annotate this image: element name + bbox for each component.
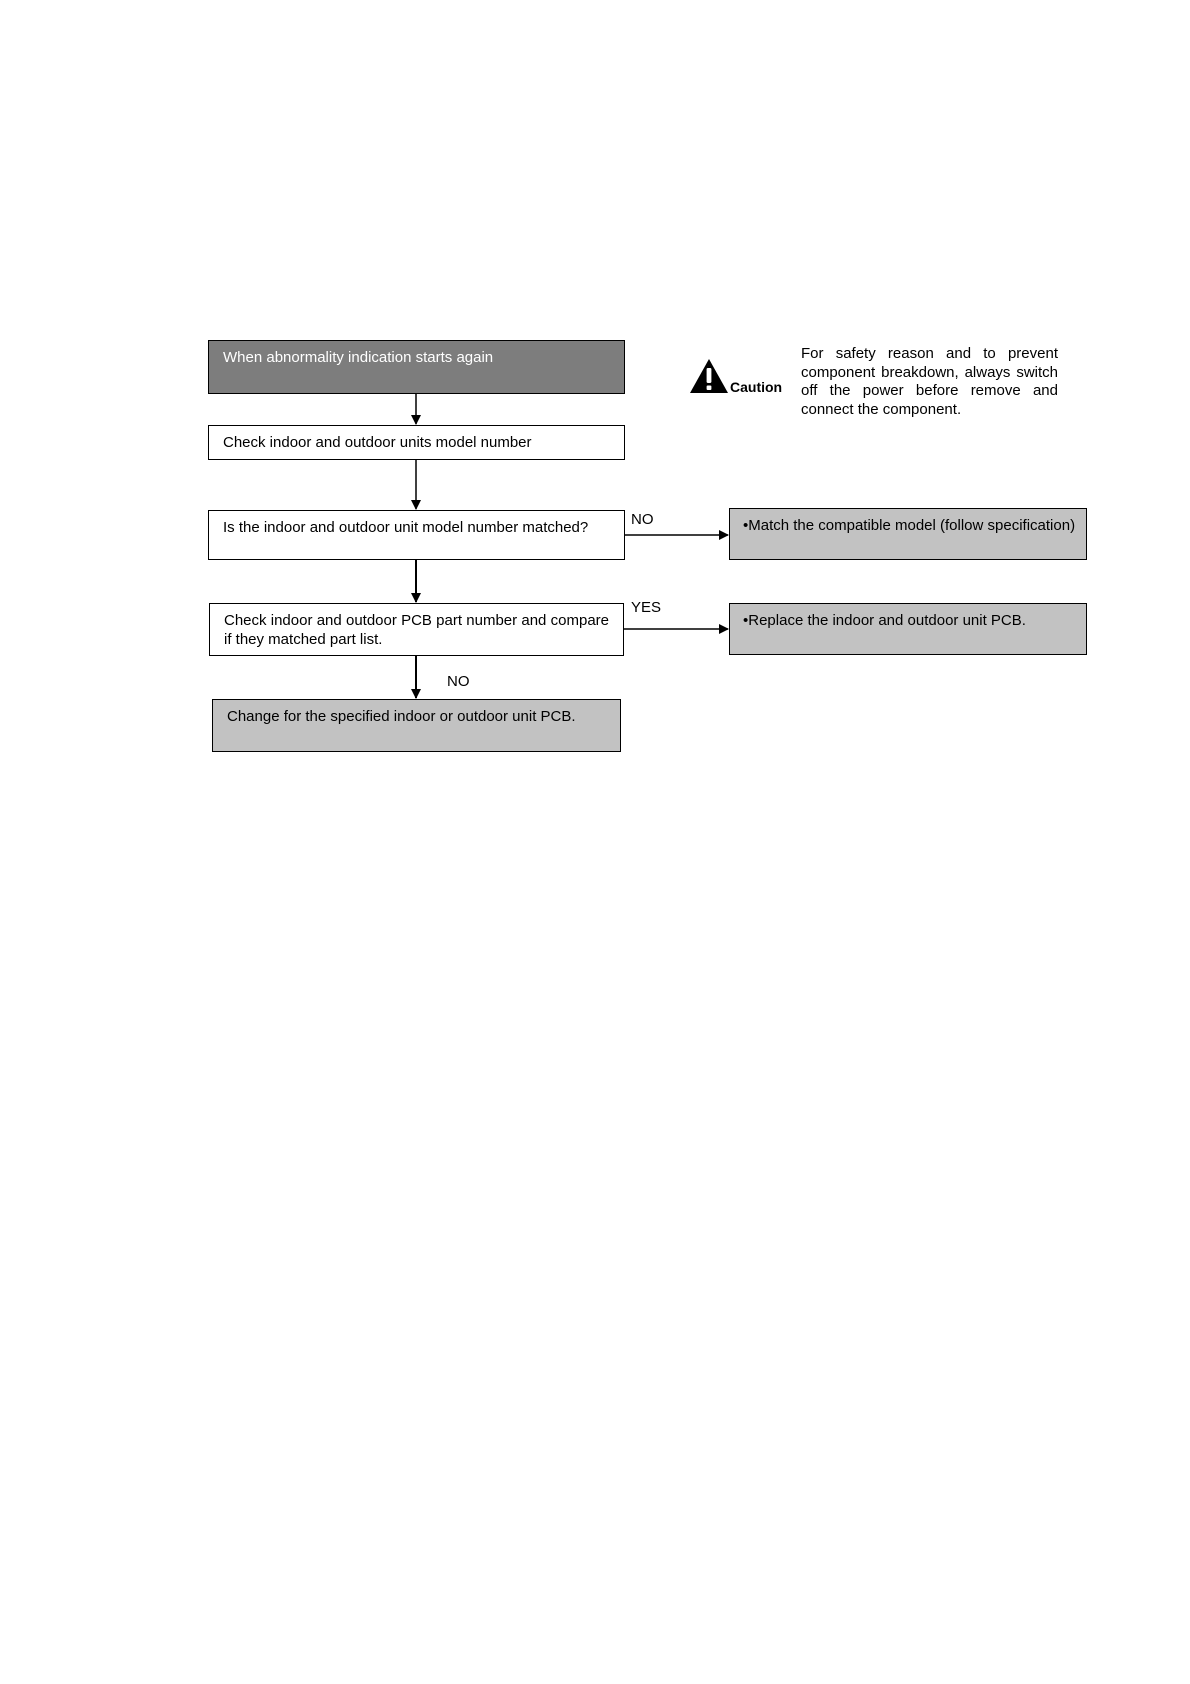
label-no-pcb: NO [447,673,470,690]
change-pcb-action-text: Change for the specified indoor or outdoor unit PCB. [227,708,576,725]
check-model-box [208,425,625,460]
replace-pcb-action-box [729,603,1087,655]
caution-text: For safety reason and to prevent component breakdown, always switch off the power before remove and connect the component. [801,345,1058,418]
label-yes-pcb: YES [631,599,662,616]
start-box [208,340,625,394]
decision-model-match-text: Is the indoor and outdoor unit model number matched? [223,519,589,536]
caution-title: Caution [730,379,783,395]
change-pcb-action-box [212,699,621,752]
check-model-text: Check indoor and outdoor units model number [223,434,532,451]
check-pcb-text: Check indoor and outdoor PCB part number and compare if they matched part list. [224,612,609,648]
warning-triangle-icon [689,358,729,394]
match-model-action-text: •Match the compatible model (follow specification) [743,517,1076,534]
start-box-text: When abnormality indication starts again [223,349,494,366]
label-no-model: NO [631,511,654,528]
replace-pcb-action-text: •Replace the indoor and outdoor unit PCB. [743,612,1026,629]
match-model-action-box [729,508,1087,560]
check-pcb-box [209,603,624,656]
decision-model-match-box [208,510,625,560]
